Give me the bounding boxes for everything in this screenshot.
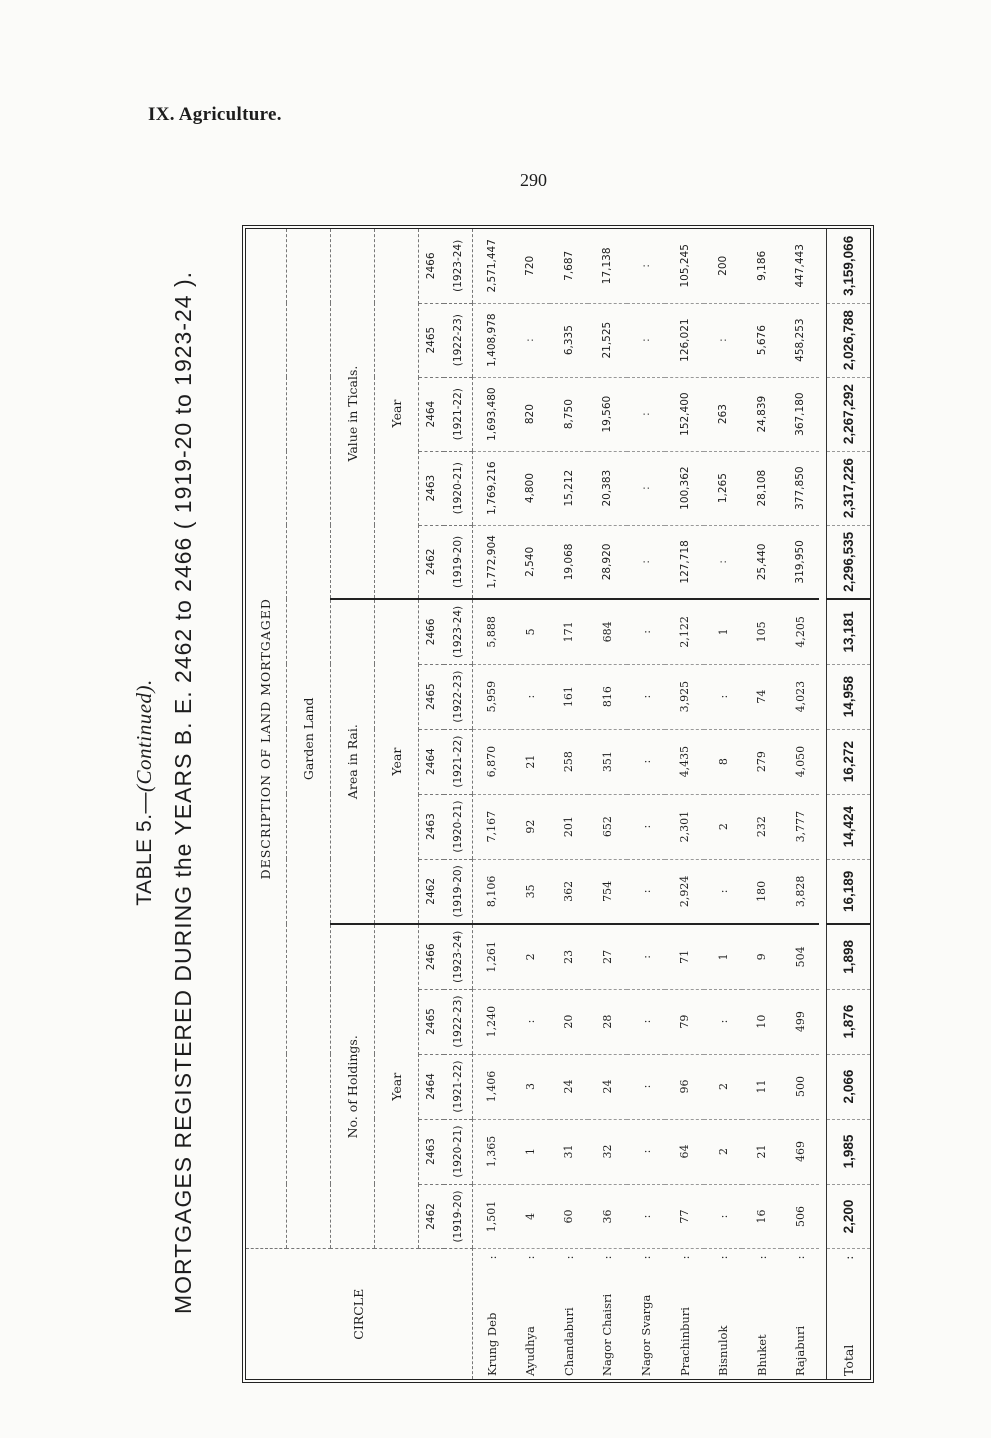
area-value: 92 bbox=[511, 794, 550, 859]
page-number: 290 bbox=[520, 170, 547, 190]
area-value: 232 bbox=[742, 794, 781, 859]
mortgages-table bbox=[242, 225, 874, 1383]
area-value: 3,925 bbox=[665, 664, 704, 729]
year-ce: (1922-23) bbox=[444, 664, 472, 729]
area-value: 105 bbox=[742, 599, 781, 664]
continued-note: (Continued). bbox=[132, 679, 156, 792]
holdings-value: 10 bbox=[742, 989, 781, 1054]
rotated-table-page bbox=[130, 200, 880, 1385]
area-value: 13,181 bbox=[826, 599, 870, 664]
leader-dots: : bbox=[484, 1255, 499, 1260]
circle-name-cell bbox=[550, 1249, 589, 1379]
leader-dots: : bbox=[754, 1255, 769, 1260]
value-ticals: 9,186 bbox=[742, 229, 781, 303]
area-value: 74 bbox=[742, 664, 781, 729]
holdings-value: 31 bbox=[550, 1119, 589, 1184]
circle-name: Chandaburi bbox=[561, 1307, 576, 1376]
holdings-value: 64 bbox=[665, 1119, 704, 1184]
year-be: 2465 bbox=[418, 989, 444, 1054]
year-be: 2464 bbox=[418, 377, 444, 451]
description-header: DESCRIPTION OF LAND MORTGAGED bbox=[246, 229, 286, 1249]
holdings-value: : bbox=[627, 1184, 666, 1249]
circle-name: Ayudhya bbox=[523, 1326, 538, 1376]
value-ticals: 7,687 bbox=[550, 229, 589, 303]
value-ticals: : bbox=[627, 451, 666, 525]
value-ticals: 2,571,447 bbox=[472, 229, 511, 303]
holdings-value: 20 bbox=[550, 989, 589, 1054]
leader-dots: : bbox=[523, 1255, 538, 1260]
holdings-value: 1,406 bbox=[472, 1054, 511, 1119]
area-value: 362 bbox=[550, 859, 589, 924]
year-be: 2465 bbox=[418, 664, 444, 729]
value-ticals: 28,920 bbox=[588, 525, 627, 599]
area-value: 3,777 bbox=[781, 794, 820, 859]
value-ticals: 8,750 bbox=[550, 377, 589, 451]
holdings-value: 24 bbox=[550, 1054, 589, 1119]
holdings-value: 77 bbox=[665, 1184, 704, 1249]
holdings-value: 2,200 bbox=[826, 1184, 870, 1249]
area-value: 1 bbox=[704, 599, 743, 664]
value-ticals: 319,950 bbox=[781, 525, 820, 599]
holdings-value: 506 bbox=[781, 1184, 820, 1249]
value-ticals: 5,676 bbox=[742, 303, 781, 377]
leader-dots: : bbox=[639, 1255, 654, 1260]
value-year-label: Year bbox=[374, 229, 418, 599]
value-ticals: 100,362 bbox=[665, 451, 704, 525]
circle-name-cell bbox=[472, 1249, 511, 1379]
value-ticals: 25,440 bbox=[742, 525, 781, 599]
table-row bbox=[472, 229, 511, 1379]
holdings-value: 16 bbox=[742, 1184, 781, 1249]
value-ticals: : bbox=[704, 525, 743, 599]
table-number bbox=[132, 200, 157, 1385]
area-value: 684 bbox=[588, 599, 627, 664]
holdings-value: 1,876 bbox=[826, 989, 870, 1054]
table-row bbox=[627, 229, 666, 1379]
value-ticals: 4,800 bbox=[511, 451, 550, 525]
value-ticals: 1,408,978 bbox=[472, 303, 511, 377]
holdings-value: 2 bbox=[511, 924, 550, 989]
circle-name: Nagor Svarga bbox=[639, 1294, 654, 1376]
holdings-value: 2,066 bbox=[826, 1054, 870, 1119]
holdings-value: 1,985 bbox=[826, 1119, 870, 1184]
table-title bbox=[130, 200, 235, 1385]
holdings-value: 1 bbox=[704, 924, 743, 989]
holdings-value: 504 bbox=[781, 924, 820, 989]
value-ticals: : bbox=[627, 303, 666, 377]
value-ticals: 1,265 bbox=[704, 451, 743, 525]
value-ticals: 126,021 bbox=[665, 303, 704, 377]
holdings-value: : bbox=[511, 989, 550, 1054]
area-value: 8 bbox=[704, 729, 743, 794]
holdings-value: : bbox=[627, 1119, 666, 1184]
area-value: 3,828 bbox=[781, 859, 820, 924]
value-ticals: 3,159,066 bbox=[826, 229, 870, 303]
value-ticals: 17,138 bbox=[588, 229, 627, 303]
area-value: 2,924 bbox=[665, 859, 704, 924]
year-ce: (1920-21) bbox=[444, 794, 472, 859]
holdings-value: 9 bbox=[742, 924, 781, 989]
circle-name-cell bbox=[781, 1249, 820, 1379]
area-value: : bbox=[511, 664, 550, 729]
value-ticals: 19,560 bbox=[588, 377, 627, 451]
year-ce: (1920-21) bbox=[444, 1119, 472, 1184]
value-ticals: : bbox=[627, 525, 666, 599]
value-ticals: 820 bbox=[511, 377, 550, 451]
value-ticals: 447,443 bbox=[781, 229, 820, 303]
value-ticals: 21,525 bbox=[588, 303, 627, 377]
circle-name: Total bbox=[840, 1344, 856, 1376]
area-value: 14,958 bbox=[826, 664, 870, 729]
year-be: 2464 bbox=[418, 1054, 444, 1119]
area-value: 180 bbox=[742, 859, 781, 924]
holdings-value: 1,898 bbox=[826, 924, 870, 989]
area-value: : bbox=[627, 599, 666, 664]
year-be: 2462 bbox=[425, 1203, 438, 1230]
holdings-value: 23 bbox=[550, 924, 589, 989]
year-be: 2466 bbox=[418, 599, 444, 664]
year-ce: (1920-21) bbox=[444, 451, 472, 525]
circle-name: Nagor Chaisri bbox=[600, 1293, 615, 1376]
holdings-value: 1,240 bbox=[472, 989, 511, 1054]
year-ce: (1921-22) bbox=[444, 377, 472, 451]
area-value: 171 bbox=[550, 599, 589, 664]
area-value: 279 bbox=[742, 729, 781, 794]
value-ticals: 1,769,216 bbox=[472, 451, 511, 525]
holdings-value: : bbox=[704, 1184, 743, 1249]
circle-name-cell bbox=[588, 1249, 627, 1379]
circle-name-cell bbox=[511, 1249, 550, 1379]
leader-dots: : bbox=[561, 1255, 576, 1260]
value-ticals: 2,267,292 bbox=[826, 377, 870, 451]
area-value: 4,205 bbox=[781, 599, 820, 664]
value-header: Value in Ticals. bbox=[330, 229, 374, 599]
holdings-value: : bbox=[704, 989, 743, 1054]
area-value: 161 bbox=[550, 664, 589, 729]
leader-dots: : bbox=[677, 1255, 692, 1260]
value-ticals: : bbox=[627, 229, 666, 303]
holdings-value: 11 bbox=[742, 1054, 781, 1119]
holdings-value: 3 bbox=[511, 1054, 550, 1119]
area-value: 6,870 bbox=[472, 729, 511, 794]
area-value: 4,023 bbox=[781, 664, 820, 729]
area-value: 652 bbox=[588, 794, 627, 859]
value-ticals: 1,693,480 bbox=[472, 377, 511, 451]
section-heading: IX. Agriculture. bbox=[148, 104, 282, 125]
year-be: 2462 bbox=[418, 525, 444, 599]
spacer-cell bbox=[819, 229, 826, 1379]
holdings-value: 71 bbox=[665, 924, 704, 989]
holdings-value: 500 bbox=[781, 1054, 820, 1119]
circle-name: Bisnulok bbox=[716, 1325, 731, 1376]
value-ticals: 2,296,535 bbox=[826, 525, 870, 599]
holdings-value: 79 bbox=[665, 989, 704, 1054]
table-row bbox=[665, 229, 704, 1379]
area-value: 5 bbox=[511, 599, 550, 664]
value-ticals: 720 bbox=[511, 229, 550, 303]
table-body bbox=[472, 229, 870, 1379]
total-row bbox=[826, 229, 870, 1379]
value-ticals: 2,026,788 bbox=[826, 303, 870, 377]
area-value: 754 bbox=[588, 859, 627, 924]
holdings-value: 499 bbox=[781, 989, 820, 1054]
value-ticals: 20,383 bbox=[588, 451, 627, 525]
leader-dots: : bbox=[600, 1255, 615, 1260]
area-value: 351 bbox=[588, 729, 627, 794]
holdings-value: 1 bbox=[511, 1119, 550, 1184]
value-ticals: 2,317,226 bbox=[826, 451, 870, 525]
area-value: 2,122 bbox=[665, 599, 704, 664]
area-value: 8,106 bbox=[472, 859, 511, 924]
holdings-value: 96 bbox=[665, 1054, 704, 1119]
spacer-row bbox=[819, 229, 826, 1379]
area-value: 35 bbox=[511, 859, 550, 924]
table-row bbox=[742, 229, 781, 1379]
value-ticals: 152,400 bbox=[665, 377, 704, 451]
holdings-value: 2 bbox=[704, 1054, 743, 1119]
leader-dots: : bbox=[793, 1255, 808, 1260]
area-year-label: Year bbox=[374, 599, 418, 924]
value-ticals: 2,540 bbox=[511, 525, 550, 599]
holdings-value: 1,501 bbox=[472, 1184, 511, 1249]
area-value: 21 bbox=[511, 729, 550, 794]
value-ticals: 458,253 bbox=[781, 303, 820, 377]
area-value: 16,272 bbox=[826, 729, 870, 794]
area-value: 2,301 bbox=[665, 794, 704, 859]
holdings-value: 21 bbox=[742, 1119, 781, 1184]
holdings-value: 24 bbox=[588, 1054, 627, 1119]
table-row bbox=[781, 229, 820, 1379]
value-ticals: 19,068 bbox=[550, 525, 589, 599]
garden-land-header: Garden Land bbox=[286, 229, 330, 1249]
area-value: 5,888 bbox=[472, 599, 511, 664]
circle-name-cell bbox=[665, 1249, 704, 1379]
table-row bbox=[511, 229, 550, 1379]
year-ce: (1923-24) bbox=[444, 229, 472, 303]
holdings-value: 469 bbox=[781, 1119, 820, 1184]
year-be: 2463 bbox=[418, 1119, 444, 1184]
area-value: 4,435 bbox=[665, 729, 704, 794]
area-value: : bbox=[704, 859, 743, 924]
value-ticals: 28,108 bbox=[742, 451, 781, 525]
value-ticals: 1,772,904 bbox=[472, 525, 511, 599]
year-ce: (1922-23) bbox=[444, 303, 472, 377]
area-value: : bbox=[627, 664, 666, 729]
circle-name-cell bbox=[627, 1249, 666, 1379]
year-ce: (1922-23) bbox=[444, 989, 472, 1054]
holdings-value: : bbox=[627, 924, 666, 989]
holdings-year-label: Year bbox=[374, 924, 418, 1249]
value-ticals: : bbox=[704, 303, 743, 377]
value-ticals: 263 bbox=[704, 377, 743, 451]
holdings-value: : bbox=[627, 989, 666, 1054]
table-row bbox=[588, 229, 627, 1379]
year-ce: (1921-22) bbox=[444, 1054, 472, 1119]
value-ticals: : bbox=[627, 377, 666, 451]
area-value: 816 bbox=[588, 664, 627, 729]
table-row bbox=[704, 229, 743, 1379]
area-value: : bbox=[627, 794, 666, 859]
circle-header: CIRCLE bbox=[246, 1249, 472, 1379]
value-ticals: 105,245 bbox=[665, 229, 704, 303]
year-be: 2463 bbox=[418, 451, 444, 525]
circle-name: Bhuket bbox=[754, 1334, 769, 1376]
value-ticals: 15,212 bbox=[550, 451, 589, 525]
year-be: 2462 bbox=[418, 859, 444, 924]
year-ce: (1921-22) bbox=[444, 729, 472, 794]
circle-name: Rajaburi bbox=[793, 1325, 808, 1376]
holdings-value: 1,261 bbox=[472, 924, 511, 989]
holdings-value: 60 bbox=[550, 1184, 589, 1249]
year-be: 2464 bbox=[418, 729, 444, 794]
year-ce: (1919-20) bbox=[444, 525, 472, 599]
year-ce: (1923-24) bbox=[444, 924, 472, 989]
table-number-text: TABLE 5.— bbox=[133, 791, 156, 906]
area-value: : bbox=[627, 729, 666, 794]
circle-name-cell bbox=[742, 1249, 781, 1379]
area-header: Area in Rai. bbox=[330, 599, 374, 924]
leader-dots: : bbox=[716, 1255, 731, 1260]
year-ce: (1923-24) bbox=[444, 599, 472, 664]
holdings-value: 1,365 bbox=[472, 1119, 511, 1184]
area-value: 2 bbox=[704, 794, 743, 859]
year-be: 2463 bbox=[418, 794, 444, 859]
area-value: 5,959 bbox=[472, 664, 511, 729]
holdings-value: 2 bbox=[704, 1119, 743, 1184]
circle-name-cell bbox=[826, 1249, 870, 1379]
table-caption: MORTGAGES REGISTERED DURING the YEARS B. E. 2462 to 2466 ( 1919-20 to 1923-24 ). bbox=[170, 271, 196, 1315]
year-ce: (1919-20) bbox=[444, 1184, 472, 1249]
holdings-value: 28 bbox=[588, 989, 627, 1054]
area-value: 4,050 bbox=[781, 729, 820, 794]
holdings-value: 27 bbox=[588, 924, 627, 989]
holdings-header: No. of Holdings. bbox=[330, 924, 374, 1249]
year-be: 2466 bbox=[418, 229, 444, 303]
value-ticals: : bbox=[511, 303, 550, 377]
holdings-value: 36 bbox=[588, 1184, 627, 1249]
year-ce: (1919-20) bbox=[444, 859, 472, 924]
area-value: : bbox=[627, 859, 666, 924]
circle-name: Prachinburi bbox=[677, 1307, 692, 1376]
leader-dots: : bbox=[840, 1255, 856, 1260]
value-ticals: 200 bbox=[704, 229, 743, 303]
year-be: 2466 bbox=[418, 924, 444, 989]
value-ticals: 367,180 bbox=[781, 377, 820, 451]
table-row bbox=[550, 229, 589, 1379]
area-value: 16,189 bbox=[826, 859, 870, 924]
holdings-value: 32 bbox=[588, 1119, 627, 1184]
value-ticals: 127,718 bbox=[665, 525, 704, 599]
year-be: 2465 bbox=[418, 303, 444, 377]
area-value: : bbox=[704, 664, 743, 729]
value-ticals: 377,850 bbox=[781, 451, 820, 525]
value-ticals: 6,335 bbox=[550, 303, 589, 377]
area-value: 201 bbox=[550, 794, 589, 859]
circle-name-cell bbox=[704, 1249, 743, 1379]
holdings-value: : bbox=[627, 1054, 666, 1119]
area-value: 14,424 bbox=[826, 794, 870, 859]
area-value: 258 bbox=[550, 729, 589, 794]
value-ticals: 24,839 bbox=[742, 377, 781, 451]
circle-name: Krung Deb bbox=[484, 1312, 499, 1376]
area-value: 7,167 bbox=[472, 794, 511, 859]
holdings-value: 4 bbox=[511, 1184, 550, 1249]
